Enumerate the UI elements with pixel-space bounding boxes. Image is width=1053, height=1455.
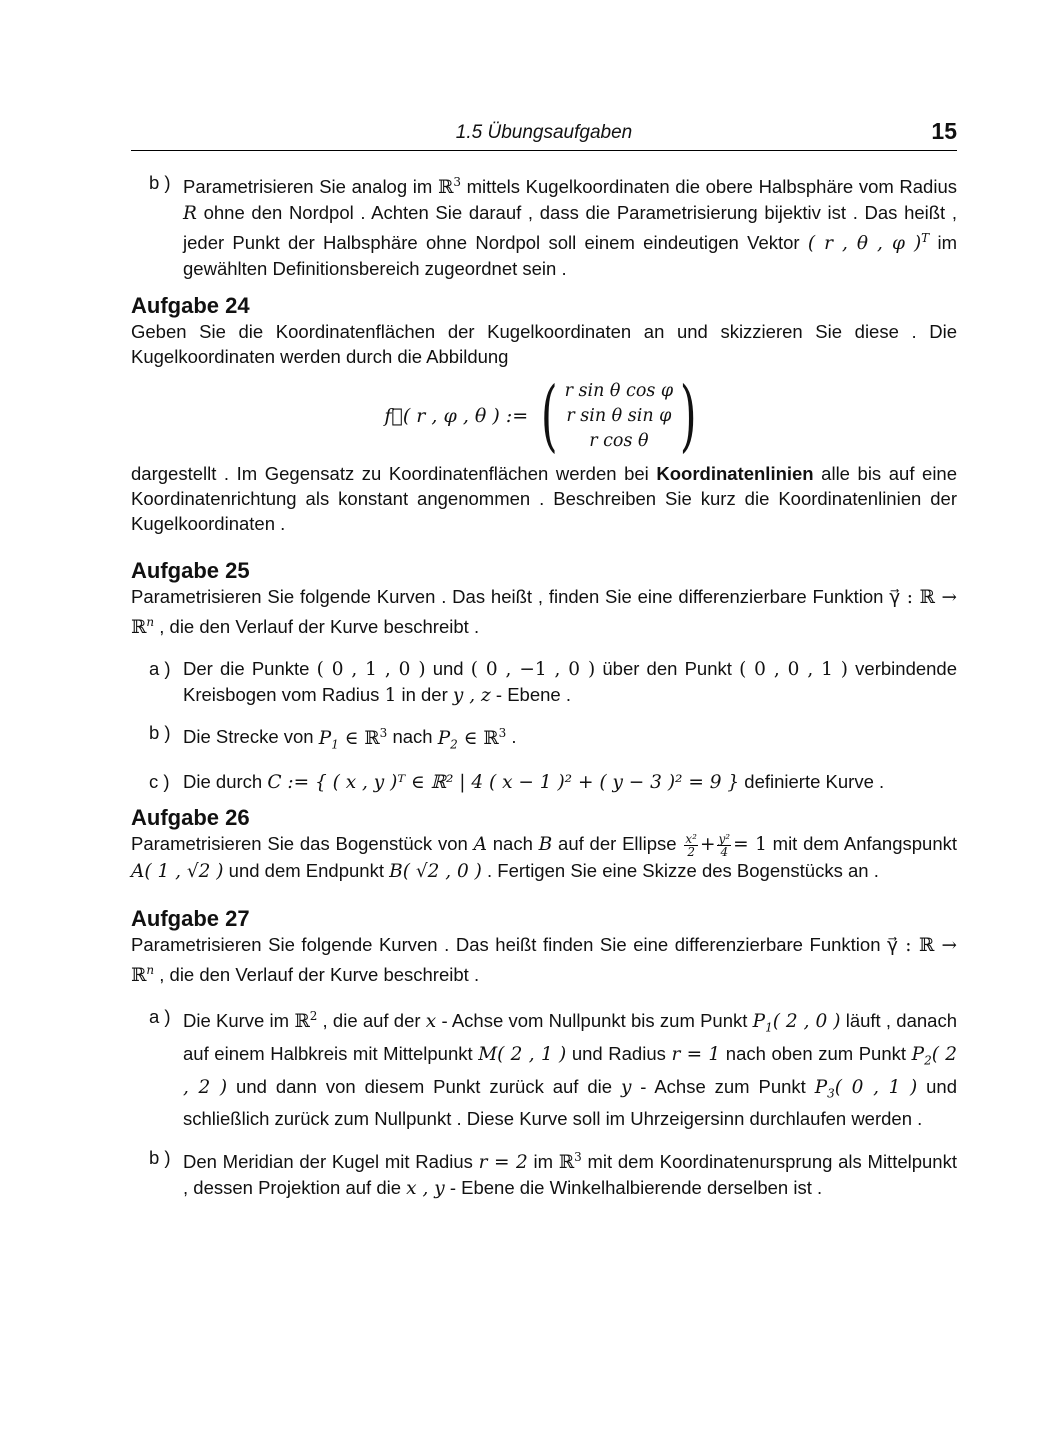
section-title: 1.5 Übungsaufgaben (455, 122, 633, 143)
exercise-27-intro (131, 932, 957, 988)
item-label: a ) (149, 1006, 171, 1028)
text: Parametrisieren Sie folgende Kurven . Das heißt , finden Sie eine differenzierbare Funktion (131, 586, 890, 608)
exercise-26-text (131, 831, 957, 884)
text: auf der Ellipse (552, 833, 683, 855)
math: = 1 (733, 834, 767, 856)
text: alle bis auf eine Koordinatenrichtung als konstant angenommen . Beschreiben Sie kurz die Koordinatenlinien der Kugelkoordinaten . (131, 463, 958, 535)
item-label: a ) (149, 658, 171, 680)
text: über den Punkt (595, 658, 740, 680)
math: A (473, 834, 487, 856)
text: . (506, 726, 517, 748)
text: mit dem Koordinatenursprung als Mittelpunkt , dessen Projektion auf die (183, 1151, 957, 1199)
exercise-26-title: Aufgabe 26 (131, 805, 250, 831)
text: Den Meridian der Kugel mit Radius (183, 1151, 479, 1173)
text: und (425, 658, 471, 680)
math: ( r , θ , φ )$^T$ (807, 231, 930, 255)
item-label: b ) (149, 172, 171, 193)
item-label: b ) (149, 722, 171, 744)
text: Der die Punkte (183, 658, 317, 680)
text: , die den Verlauf der Kurve beschreibt . (154, 964, 480, 986)
text: Parametrisieren Sie folgende Kurven . Das heißt finden Sie eine differenzierbare Funktion (131, 933, 888, 955)
text: , die den Verlauf der Kurve beschreibt . (154, 616, 480, 638)
exercise-27-part-b (131, 1145, 957, 1201)
math: γ⃗ : ℝ → ℝ (131, 587, 957, 639)
text: Parametrisieren Sie das Bogenstück von (131, 833, 474, 855)
math: r = 1 (671, 1043, 721, 1065)
spherical-coordinates-equation (131, 371, 957, 462)
math: B (538, 834, 553, 856)
math: γ⃗ : ℝ → ℝ (131, 934, 957, 987)
math: ℝ$^3$ (437, 175, 461, 199)
math: C := { ( x , y )ᵀ ∈ ℝ² | 4 ( x − 1 )² + ( y − 3 )² = 9 } (267, 772, 740, 794)
page-number: 15 (931, 118, 957, 144)
text: mit dem Anfangspunkt (766, 833, 958, 855)
exercise-25-part-a (131, 656, 957, 708)
math-sup: n (146, 615, 155, 630)
exercise-23-part-b (131, 170, 957, 281)
text: definierte Kurve . (739, 771, 885, 793)
math: $P_1$ ∈ ℝ$^3$ (318, 725, 388, 752)
exercise-24-text (131, 461, 957, 536)
item-label: c ) (149, 771, 170, 793)
item-label: b ) (149, 1147, 171, 1169)
math: y , z (452, 685, 491, 707)
text: . Fertigen Sie eine Skizze des Bogenstücks an . (481, 859, 879, 881)
text: , die auf der (317, 1010, 426, 1032)
math: + (699, 834, 716, 856)
vector-row-1: r sin θ cos φ (564, 380, 674, 401)
math: R (183, 203, 197, 225)
vector (534, 371, 703, 462)
equation-lhs: f⃗( r , φ , θ ) := (384, 404, 529, 427)
math: y (620, 1076, 632, 1098)
exercise-27-title: Aufgabe 27 (131, 905, 250, 931)
math: A( 1 , √2 ) (131, 860, 224, 882)
exercise-25-part-c (131, 769, 957, 795)
text: nach oben zum Punkt (720, 1042, 912, 1064)
exercise-25-intro (131, 584, 957, 640)
keyword: Koordinatenlinien (656, 463, 814, 485)
text: - Achse vom Nullpunkt bis zum Punkt (436, 1010, 753, 1032)
text: im (527, 1151, 559, 1173)
math: B( √2 , 0 ) (389, 860, 482, 882)
text: - Achse zum Punkt (631, 1075, 815, 1097)
vector-row-3: r cos θ (589, 430, 649, 451)
text: - Ebene . (490, 684, 571, 706)
math: $P_3$( 0 , 1 ) (814, 1076, 918, 1101)
right-paren: ) (680, 371, 697, 462)
text: im gewählten Definitionsbereich zugeordnet sein . (183, 232, 957, 280)
exercise-24-title: Aufgabe 24 (131, 293, 250, 319)
math: $P_2$ ∈ ℝ$^3$ (437, 725, 507, 752)
text: mittels Kugelkoordinaten die obere Halbsphäre vom Radius (460, 176, 957, 198)
text: - Ebene die Winkelhalbierende derselben ist . (444, 1177, 823, 1199)
vector-row-2: r sin θ sin φ (566, 405, 672, 426)
text: und schließlich zurück zum Nullpunkt . Diese Kurve soll im Uhrzeigersinn durchlaufen werden . (183, 1075, 957, 1130)
text: und dem Endpunkt (223, 859, 390, 881)
math: x (425, 1011, 437, 1033)
math: ℝ$^3$ (558, 1150, 582, 1174)
math-sup: n (146, 962, 155, 977)
text: dargestellt . Im Gegensatz zu Koordinatenflächen werden bei (131, 463, 657, 485)
exercise-25-part-b (131, 720, 957, 757)
math: 1 (384, 685, 397, 707)
exercise-25-title: Aufgabe 25 (131, 558, 250, 584)
text: läuft , danach auf einem Halbkreis mit Mittelpunkt (183, 1010, 957, 1064)
exercise-24-intro: Geben Sie die Koordinatenflächen der Kugelkoordinaten an und skizzieren Sie diese . Die Kugelkoordinaten werden durch die Abbildung (131, 321, 957, 368)
running-header (131, 116, 957, 151)
math: M( 2 , 1 ) (478, 1043, 567, 1065)
math: ℝ$^2$ (294, 1009, 318, 1033)
math: ( 0 , 0 , 1 ) (739, 659, 849, 681)
text: Die Strecke von (183, 726, 319, 748)
text: Die Kurve im (183, 1010, 295, 1032)
vector-rows (565, 379, 674, 454)
text: nach (486, 833, 539, 855)
math: x , y (406, 1178, 445, 1200)
text: Die durch (183, 771, 268, 793)
text: und dann von diesem Punkt zurück auf die (227, 1075, 621, 1097)
text: in der (396, 684, 453, 706)
text: verbindende Kreisbogen vom Radius (183, 658, 958, 706)
fraction: $\frac{\text{x²}}{2}$ (685, 831, 697, 859)
fraction: $\frac{\text{y²}}{4}$ (718, 831, 731, 859)
math: $P_1$( 2 , 0 ) (752, 1011, 841, 1035)
left-paren: ( (541, 371, 558, 462)
text: Parametrisieren Sie analog im (183, 176, 438, 198)
exercise-27-part-a (131, 1004, 957, 1131)
text: und Radius (566, 1042, 672, 1064)
text: ohne den Nordpol . Achten Sie darauf , dass die Parametrisierung bijektiv ist . Das heißt , jeder Punkt der Halbsphäre ohne Nordpol soll einem eindeutigen Vektor (183, 202, 957, 254)
math: ( 0 , −1 , 0 ) (470, 659, 596, 681)
page-content (131, 170, 957, 1201)
text: nach (387, 726, 438, 748)
math: $P_2$( 2 , 2 ) (183, 1043, 958, 1098)
math: r = 2 (478, 1152, 528, 1174)
math: ( 0 , 1 , 0 ) (316, 659, 426, 681)
